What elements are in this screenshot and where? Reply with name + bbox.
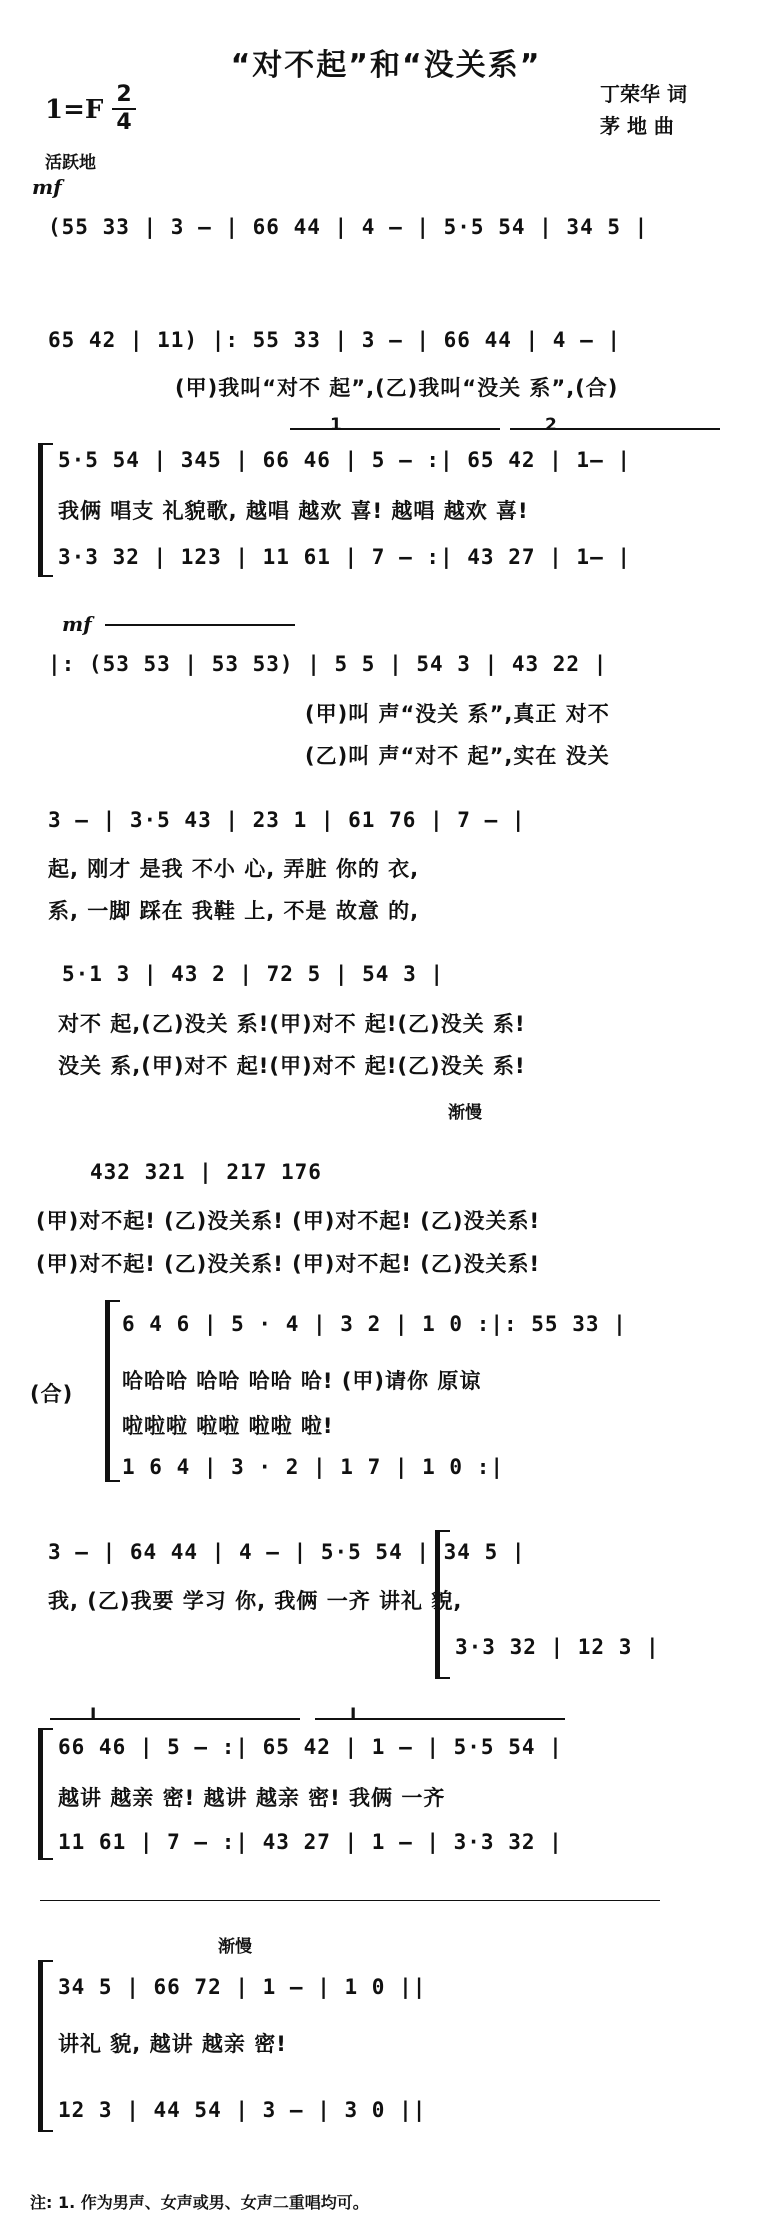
volta-bracket-2 xyxy=(510,428,720,430)
lyric-row-6b: 没关 系,(甲)对不 起!(甲)对不 起!(乙)没关 系! xyxy=(58,1054,526,1078)
footnote: 注: 1. 作为男声、女声或男、女声二重唱均可。 xyxy=(30,2193,369,2212)
system-brace-5 xyxy=(38,1960,53,2132)
score-row-4: |: (53 53 | 53 53) | 5 5 | 54 3 | 43 22 | xyxy=(48,652,608,676)
system-brace-1 xyxy=(38,443,53,577)
lyric-row-2: (甲)我叫“对不 起”,(乙)我叫“没关 系”,(合) xyxy=(175,376,619,400)
lyric-row-9: 我, (乙)我要 学习 你, 我俩 一齐 讲礼 貌, xyxy=(48,1589,463,1613)
meter-top: 2 xyxy=(116,82,132,107)
score-row-11a: 34 5 | 66 72 | 1 — | 1 0 || xyxy=(58,1975,427,1999)
lyric-row-6a: 对不 起,(乙)没关 系!(甲)对不 起!(乙)没关 系! xyxy=(58,1012,526,1036)
tempo-marking: 活跃地 xyxy=(45,153,96,173)
lyric-row-5a: 起, 刚才 是我 不小 心, 弄脏 你的 衣, xyxy=(48,857,420,881)
lyric-row-3: 我俩 唱支 礼貌歌, 越唱 越欢 喜! 越唱 越欢 喜! xyxy=(58,499,529,523)
meter-bottom: 4 xyxy=(112,108,136,136)
composer: 茅 地 曲 xyxy=(600,114,674,138)
lyric-row-8b: 啦啦啦 啦啦 啦啦 啦! xyxy=(122,1414,334,1438)
score-row-10a: 66 46 | 5 — :| 65 42 | 1 — | 5·5 54 | xyxy=(58,1735,563,1759)
score-row-6: 5·1 3 | 43 2 | 72 5 | 54 3 | xyxy=(62,962,445,986)
dynamic-mf-2: mf xyxy=(62,612,92,636)
volta-4: I xyxy=(350,1705,357,1725)
page-title: “对不起”和“没关系” xyxy=(230,48,542,83)
key-signature: 1=F xyxy=(45,95,104,125)
volta-3: I xyxy=(90,1705,97,1725)
score-row-2: 65 42 | 11) |: 55 33 | 3 — | 66 44 | 4 — | xyxy=(48,328,622,352)
system-brace-2 xyxy=(105,1300,120,1482)
score-row-5: 3 — | 3·5 43 | 23 1 | 61 76 | 7 — | xyxy=(48,808,526,832)
lyric-row-7a: (甲)对不起! (乙)没关系! (甲)对不起! (乙)没关系! xyxy=(36,1209,541,1233)
volta-2: 2 xyxy=(545,415,557,435)
dynamic-mf-1: mf xyxy=(32,175,62,199)
divider-line xyxy=(40,1900,660,1901)
lyric-row-10: 越讲 越亲 密! 越讲 越亲 密! 我俩 一齐 xyxy=(58,1786,446,1810)
system-brace-3 xyxy=(435,1530,450,1679)
score-row-3b: 3·3 32 | 123 | 11 61 | 7 — :| 43 27 | 1— | xyxy=(58,545,632,569)
lyric-row-11: 讲礼 貌, 越讲 越亲 密! xyxy=(58,2032,287,2056)
chorus-label: (合) xyxy=(30,1382,74,1406)
lyric-row-4a: (甲)叫 声“没关 系”,真正 对不 xyxy=(305,702,610,726)
lyric-row-5b: 系, 一脚 踩在 我鞋 上, 不是 故意 的, xyxy=(48,899,420,923)
score-row-8a: 6 4 6 | 5 · 4 | 3 2 | 1 0 :|: 55 33 | xyxy=(122,1312,627,1336)
gradual-slow-2: 渐慢 xyxy=(218,1937,252,1957)
lyric-row-7b: (甲)对不起! (乙)没关系! (甲)对不起! (乙)没关系! xyxy=(36,1252,541,1276)
score-row-3a: 5·5 54 | 345 | 66 46 | 5 — :| 65 42 | 1— | xyxy=(58,448,632,472)
lyric-row-4b: (乙)叫 声“对不 起”,实在 没关 xyxy=(305,744,610,768)
score-row-1: (55 33 | 3 — | 66 44 | 4 — | 5·5 54 | 34 5 | xyxy=(48,215,649,239)
score-row-9b: 3·3 32 | 12 3 | xyxy=(455,1635,660,1659)
volta-bracket-3 xyxy=(50,1718,300,1720)
volta-1: 1 xyxy=(330,415,342,435)
score-row-9a: 3 — | 64 44 | 4 — | 5·5 54 | 34 5 | xyxy=(48,1540,526,1564)
score-row-8b: 1 6 4 | 3 · 2 | 1 7 | 1 0 :| xyxy=(122,1455,505,1479)
lyric-row-8a: 哈哈哈 哈哈 哈哈 哈! (甲)请你 原谅 xyxy=(122,1369,482,1393)
score-row-10b: 11 61 | 7 — :| 43 27 | 1 — | 3·3 32 | xyxy=(58,1830,563,1854)
time-signature xyxy=(112,82,136,136)
score-row-7: 432 321 | 217 176 xyxy=(90,1160,322,1184)
gradual-slow-1: 渐慢 xyxy=(448,1103,482,1123)
volta-bracket-1 xyxy=(290,428,500,430)
crescendo-mark xyxy=(105,624,295,626)
lyricist: 丁荣华 词 xyxy=(600,82,687,106)
system-brace-4 xyxy=(38,1728,53,1860)
score-row-11b: 12 3 | 44 54 | 3 — | 3 0 || xyxy=(58,2098,427,2122)
